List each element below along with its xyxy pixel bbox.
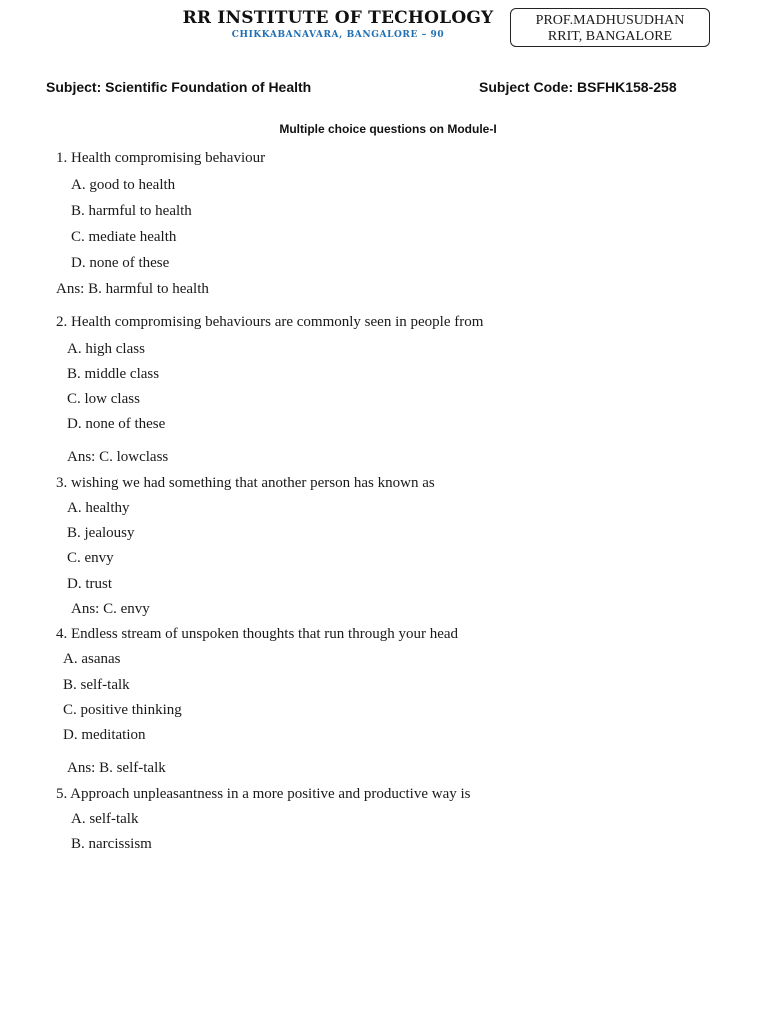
author-name: PROF.MADHUSUDHAN [535,13,685,28]
option-a: A. good to health [71,177,176,193]
option-c: C. mediate health [71,229,177,245]
option-b: B. narcissism [71,836,152,852]
answer-text: Ans: C. lowclass [67,449,169,465]
option-d: D. trust [67,576,112,592]
answer-text: Ans: B. self-talk [67,760,166,776]
option-a: A. self-talk [71,811,139,827]
option-c: C. positive thinking [63,702,182,718]
question-text: 2. Health compromising behaviours are commonly seen in people from [56,314,484,330]
option-b: B. harmful to health [71,203,192,219]
subject-name: Subject: Scientific Foundation of Health [46,79,312,95]
question-text: 5. Approach unpleasantness in a more positive and productive way is [56,786,471,802]
option-d: D. meditation [63,727,146,743]
author-box [510,8,710,47]
option-d: D. none of these [67,416,166,432]
institute-name: RR INSTITUTE OF TECHOLOGY [182,8,494,28]
option-a: A. high class [67,341,145,357]
answer-text: Ans: B. harmful to health [56,281,209,297]
option-a: A. asanas [63,651,121,667]
question-text: 4. Endless stream of unspoken thoughts that run through your head [56,626,459,642]
institute-address: CHIKKABANAVARA, BANGALORE – 90 [231,30,445,40]
question-text: 3. wishing we had something that another person has known as [56,475,435,491]
option-b: B. middle class [67,366,160,382]
option-a: A. healthy [67,500,130,516]
subject-code: Subject Code: BSFHK158-258 [479,79,677,95]
option-b: B. self-talk [63,677,130,693]
answer-text: Ans: C. envy [71,601,150,617]
section-heading: Multiple choice questions on Module-I [279,122,497,136]
option-c: C. low class [67,391,140,407]
question-text: 1. Health compromising behaviour [56,150,266,166]
author-affiliation: RRIT, BANGALORE [547,29,673,44]
option-d: D. none of these [71,255,170,271]
option-b: B. jealousy [67,525,135,541]
option-c: C. envy [67,550,114,566]
